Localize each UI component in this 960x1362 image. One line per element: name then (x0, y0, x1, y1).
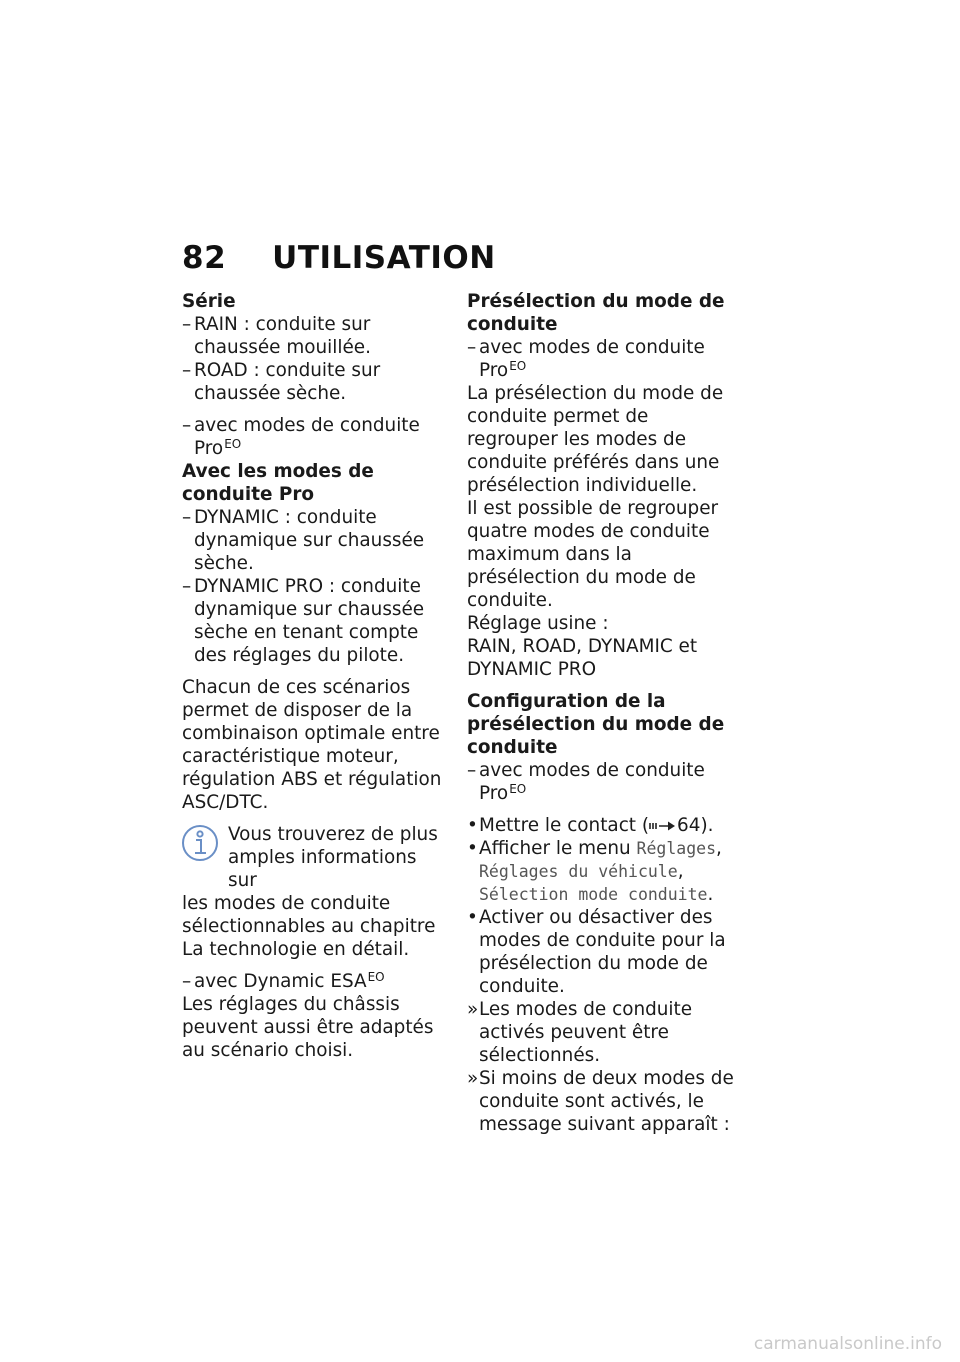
option-superscript: EO (224, 437, 242, 451)
page-number: 82 (182, 240, 227, 276)
list-item: – DYNAMIC : conduite dynamique sur chaussée sèche. (182, 506, 450, 575)
right-column (467, 290, 735, 1136)
result-item: » Les modes de conduite activés peuvent être sélectionnés. (467, 998, 735, 1067)
menu-path-item: Sélection mode conduite (479, 885, 708, 904)
step-item: • Activer ou désactiver des modes de conduite pour la présélection du mode de conduite. (467, 906, 735, 998)
menu-path-item: Réglages du véhicule (479, 862, 678, 881)
paragraph: La présélection du mode de conduite permet de regrouper les modes de conduite préférés dans une présélection individuelle. (467, 383, 724, 496)
result-item: » Si moins de deux modes de conduite sont activés, le message suivant apparaît : (467, 1067, 735, 1136)
menu-path-item: Réglages (636, 839, 717, 858)
info-note (182, 823, 450, 961)
serie-heading: Série (182, 291, 236, 312)
factory-setting-value: RAIN, ROAD, DYNAMIC et DYNAMIC PRO (467, 636, 698, 680)
step-item: • Mettre le contact ( 64). (467, 814, 735, 837)
option-condition: – avec modes de conduite Pro$^{EO}$ (467, 759, 735, 805)
note-text-rest: les modes de conduite sélectionnables au chapitre La technologie en détail. (182, 893, 436, 960)
left-column (182, 290, 450, 1062)
note-text: Vous trouverez de plus amples informations sur (228, 824, 438, 891)
option-superscript: EO (509, 782, 527, 796)
section-title: UTILISATION (272, 240, 496, 276)
pro-heading: Avec les modes de conduite Pro (182, 461, 374, 505)
paragraph: Il est possible de regrouper quatre modes de conduite maximum dans la présélection du mode de conduite. (467, 498, 719, 611)
option-superscript: EO (367, 970, 385, 984)
configuration-heading: Configuration de la présélection du mode de conduite (467, 691, 725, 758)
watermark: carmanualsonline.info (753, 1334, 942, 1354)
list-item: – ROAD : conduite sur chaussée sèche. (182, 359, 450, 405)
page-header (182, 240, 496, 276)
paragraph: Chacun de ces scénarios permet de disposer de la combinaison optimale entre caractéristique moteur, régulation ABS et régulation ASC/DTC. (182, 677, 442, 813)
factory-setting-label: Réglage usine : (467, 613, 609, 634)
list-item: – DYNAMIC PRO : conduite dynamique sur chaussée sèche en tenant compte des réglages du pilote. (182, 575, 450, 667)
list-item: – RAIN : conduite sur chaussée mouillée. (182, 313, 450, 359)
step-item: • Afficher le menu Réglages, Réglages du véhicule, Sélection mode conduite. (467, 837, 735, 906)
page-reference-arrow-icon (649, 820, 677, 832)
preselection-heading: Présélection du mode de conduite (467, 291, 725, 335)
option-condition: – avec modes de conduite Pro$^{EO}$ (182, 414, 450, 460)
option-condition: – avec modes de conduite Pro$^{EO}$ (467, 336, 735, 382)
paragraph: Les réglages du châssis peuvent aussi être adaptés au scénario choisi. (182, 994, 434, 1061)
option-superscript: EO (509, 359, 527, 373)
info-icon (180, 823, 220, 863)
option-condition: – avec Dynamic $ESA^{EO}$ (182, 970, 450, 993)
